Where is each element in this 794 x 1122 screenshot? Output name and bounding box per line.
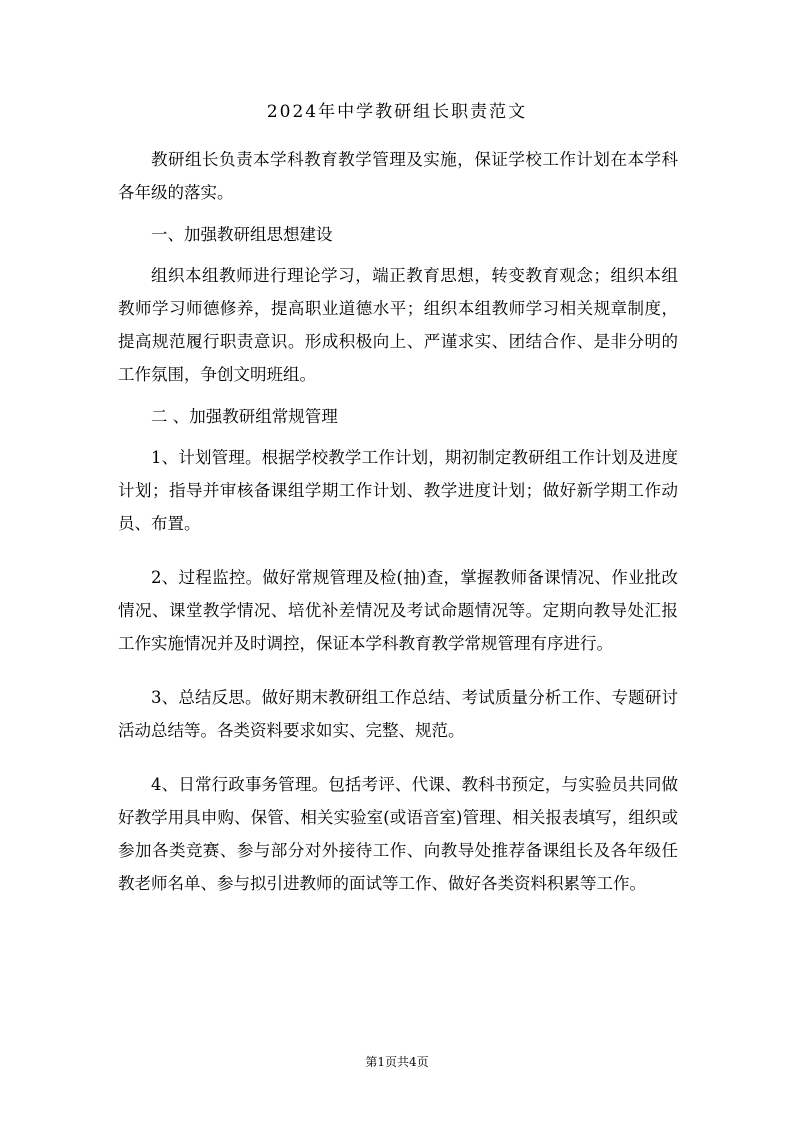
intro-paragraph: 教研组长负责本学科教育教学管理及实施，保证学校工作计划在本学科各年级的落实。: [118, 150, 678, 202]
document-title: 2024年中学教研组长职责范文: [266, 102, 528, 122]
item-plan-management: 1、计划管理。根据学校教学工作计划，期初制定教研组工作计划及进度计划；指导并审核备课组学期工作计划、教学进度计划；做好新学期工作动员、布置。: [118, 448, 678, 533]
page-indicator: 第1页共4页: [365, 1055, 429, 1069]
item-summary-reflection: 3、总结反思。做好期末教研组工作总结、考试质量分析工作、专题研讨活动总结等。各类资料要求如实、完整、规范。: [118, 688, 678, 740]
section-heading-2: 二 、加强教研组常规管理: [151, 407, 338, 426]
section-1-paragraph: 组织本组教师进行理论学习，端正教育思想，转变教育观念；组织本组教师学习师德修养，提高职业道德水平；组织本组教师学习相关规章制度，提高规范履行职责意识。形成积极向上、严谨求实、团结合作、是非分明的工作氛围，争创文明班组。: [118, 266, 678, 384]
document-body: [118, 143, 678, 900]
item-process-monitoring: 2、过程监控。做好常规管理及检(抽)查，掌握教师备课情况、作业批改情况、课堂教学情况、培优补差情况及考试命题情况等。定期向教导处汇报工作实施情况并及时调控，保证本学科教育教学常规管理有序进行。: [118, 568, 678, 653]
section-heading-1: 一、加强教研组思想建设: [151, 225, 333, 244]
item-daily-administration: 4、日常行政事务管理。包括考评、代课、教科书预定，与实验员共同做好教学用具申购、保管、相关实验室(或语音室)管理、相关报表填写，组织或参加各类竞赛、参与部分对外接待工作、向教导处推荐备课组长及各年级任教老师名单、参与拟引进教师的面试等工作、做好各类资料积累等工作。: [118, 775, 678, 893]
